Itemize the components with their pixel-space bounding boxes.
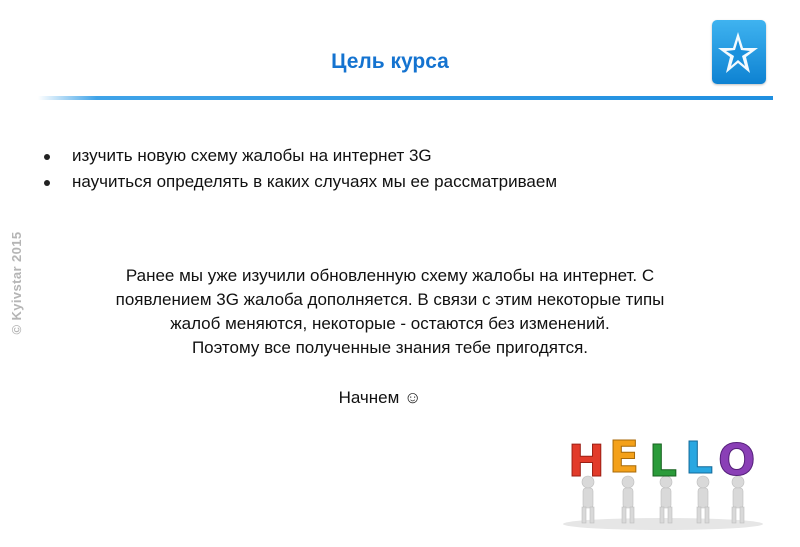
list-item (42, 144, 557, 170)
hello-letter: L (649, 436, 678, 487)
intro-paragraph (40, 264, 740, 360)
title-divider (38, 96, 773, 100)
copyright-label: © Kyivstar 2015 (9, 231, 24, 335)
list-item (42, 170, 557, 196)
hello-letter: H (568, 436, 605, 487)
paragraph-line: жалоб меняются, некоторые - остаются без изменений. (170, 314, 610, 333)
bullet-dot-icon (44, 154, 50, 160)
lets-start-text: Начнем ☺ (338, 388, 422, 407)
bullet-dot-icon (44, 180, 50, 186)
hello-letter: E (609, 432, 640, 483)
paragraph-line: появлением 3G жалоба дополняется. В связи с этим некоторые типы (115, 290, 665, 309)
hello-letter: L (685, 433, 714, 484)
goal-text: изучить новую схему жалобы на интернет 3G (72, 146, 432, 165)
goal-text: научиться определять в каких случаях мы ее рассматриваем (72, 172, 558, 191)
page-title: Цель курса (331, 50, 449, 73)
hello-letter: O (718, 435, 756, 486)
kyivstar-logo-icon (712, 20, 766, 84)
paragraph-line: Ранее мы уже изучили обновленную схему жалобы на интернет. С (125, 266, 655, 285)
paragraph-line: Поэтому все полученные знания тебе пригодятся. (191, 338, 589, 357)
course-goals-list (42, 144, 557, 196)
hello-people-illustration (558, 420, 768, 532)
